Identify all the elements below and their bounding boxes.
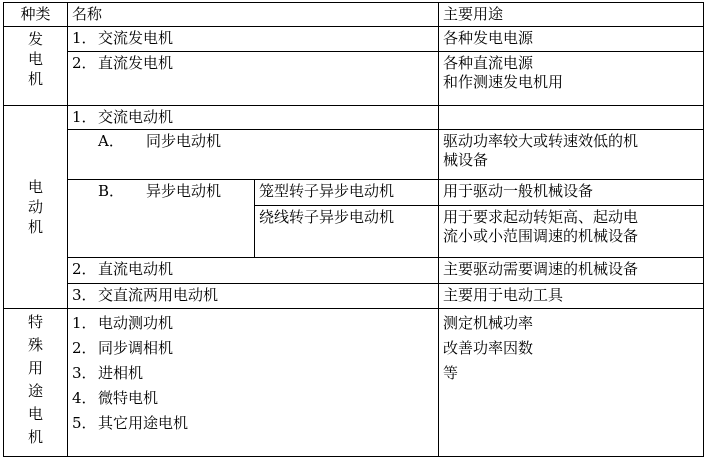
table-row bbox=[4, 180, 704, 206]
motor-ac-name: 1．交流电动机 bbox=[68, 106, 439, 130]
list-item: 2．同步调相机 bbox=[72, 339, 174, 357]
motor-acdc-name: 3．交直流两用电动机 bbox=[68, 284, 439, 309]
motor-acdc-use: 主要用于电动工具 bbox=[439, 284, 704, 309]
category-generator: 发 电 机 bbox=[4, 27, 68, 106]
motor-dc-use: 主要驱动需要调速的机械设备 bbox=[439, 258, 704, 284]
motor-async-name: B． 异步电动机 bbox=[68, 180, 255, 258]
header-row bbox=[4, 3, 704, 27]
motor-classification-table bbox=[3, 2, 704, 457]
table-row bbox=[4, 52, 704, 106]
motor-async-wound-use: 用于要求起动转矩高、起动电 流小或小范围调速的机械设备 bbox=[439, 206, 704, 258]
generator-dc-name: 2．直流发电机 bbox=[68, 52, 439, 106]
table-row bbox=[4, 106, 704, 130]
generator-ac-use: 各种发电电源 bbox=[439, 27, 704, 52]
table-row bbox=[4, 309, 704, 457]
motor-async-wound-name: 绕线转子异步电动机 bbox=[255, 206, 439, 258]
list-item: 4．微特电机 bbox=[72, 389, 159, 407]
list-item: 3．进相机 bbox=[72, 364, 144, 382]
motor-dc-name: 2．直流电动机 bbox=[68, 258, 439, 284]
list-item: 1．电动测功机 bbox=[72, 314, 174, 332]
special-use: 测定机械功率 改善功率因数 等 bbox=[439, 309, 704, 457]
header-name: 名称 bbox=[68, 3, 439, 27]
table-row bbox=[4, 27, 704, 52]
category-special: 特 殊 用 途 电 机 bbox=[4, 309, 68, 457]
list-item: 5．其它用途电机 bbox=[72, 414, 189, 432]
header-category: 种类 bbox=[4, 3, 68, 27]
motor-async-squirrel-use: 用于驱动一般机械设备 bbox=[439, 180, 704, 206]
category-motor: 电 动 机 bbox=[4, 106, 68, 309]
generator-dc-use: 各种直流电源 和作测速发电机用 bbox=[439, 52, 704, 106]
motor-async-squirrel-name: 笼型转子异步电动机 bbox=[255, 180, 439, 206]
motor-sync-name: A． 同步电动机 bbox=[68, 130, 439, 180]
table-row bbox=[4, 284, 704, 309]
motor-sync-use: 驱动功率较大或转速效低的机 械设备 bbox=[439, 130, 704, 180]
table-row bbox=[4, 130, 704, 180]
table-row bbox=[4, 258, 704, 284]
generator-ac-name: 1．交流发电机 bbox=[68, 27, 439, 52]
header-use: 主要用途 bbox=[439, 3, 704, 27]
motor-ac-use bbox=[439, 106, 704, 130]
special-items bbox=[68, 309, 439, 457]
